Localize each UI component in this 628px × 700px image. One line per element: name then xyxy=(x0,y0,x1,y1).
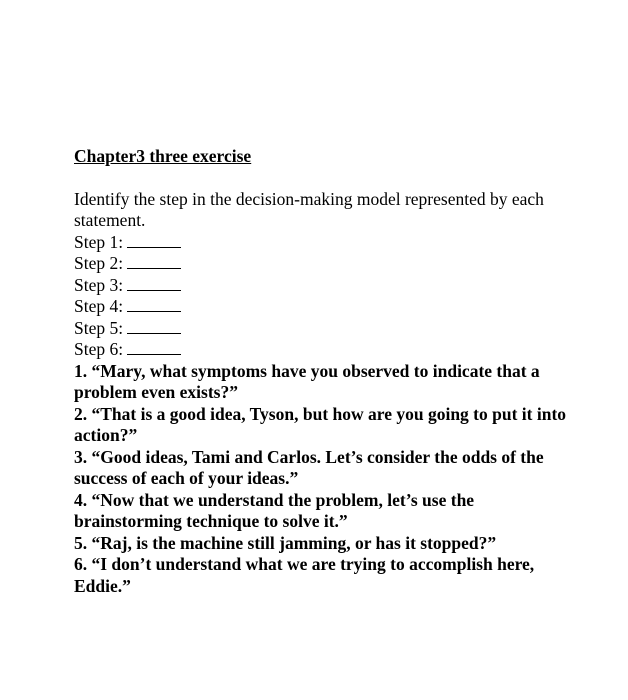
statement-item: 3. “Good ideas, Tami and Carlos. Let’s consider the odds of the success of each of your ideas.” xyxy=(74,446,544,488)
statement-item: 4. “Now that we understand the problem, let’s use the brainstorming technique to solve it.” xyxy=(74,489,475,531)
step-item xyxy=(74,253,574,275)
step-label: Step 1: xyxy=(74,231,124,252)
statement-item: 6. “I don’t understand what we are trying to accomplish here, Eddie.” xyxy=(74,554,535,596)
statement-item: 1. “Mary, what symptoms have you observed to indicate that a problem even exists?” xyxy=(74,360,540,402)
step-item xyxy=(74,232,574,254)
step-label: Step 6: xyxy=(74,339,124,359)
answer-blank xyxy=(127,318,181,334)
statement-item: 5. “Raj, is the machine still jamming, or has it stopped?” xyxy=(74,532,497,553)
step-item xyxy=(74,275,574,297)
step-item xyxy=(74,296,574,318)
instructions-text: Identify the step in the decision-making model represented by each statement. xyxy=(74,188,544,230)
statement-item: 2. “That is a good idea, Tyson, but how are you going to put it into action?” xyxy=(74,403,567,445)
page-title: Chapter3 three exercise xyxy=(74,146,252,166)
steps-list xyxy=(74,232,574,361)
step-item xyxy=(74,339,574,361)
answer-blank xyxy=(127,296,181,312)
step-item xyxy=(74,318,574,340)
exercise-document xyxy=(74,146,574,597)
statements-list xyxy=(74,361,574,598)
answer-blank xyxy=(127,232,181,248)
answer-blank xyxy=(127,253,181,269)
step-label: Step 3: xyxy=(74,274,124,295)
step-label: Step 5: xyxy=(74,317,124,338)
answer-blank xyxy=(127,339,181,355)
step-label: Step 2: xyxy=(74,253,124,273)
step-label: Step 4: xyxy=(74,296,124,316)
answer-blank xyxy=(127,275,181,291)
